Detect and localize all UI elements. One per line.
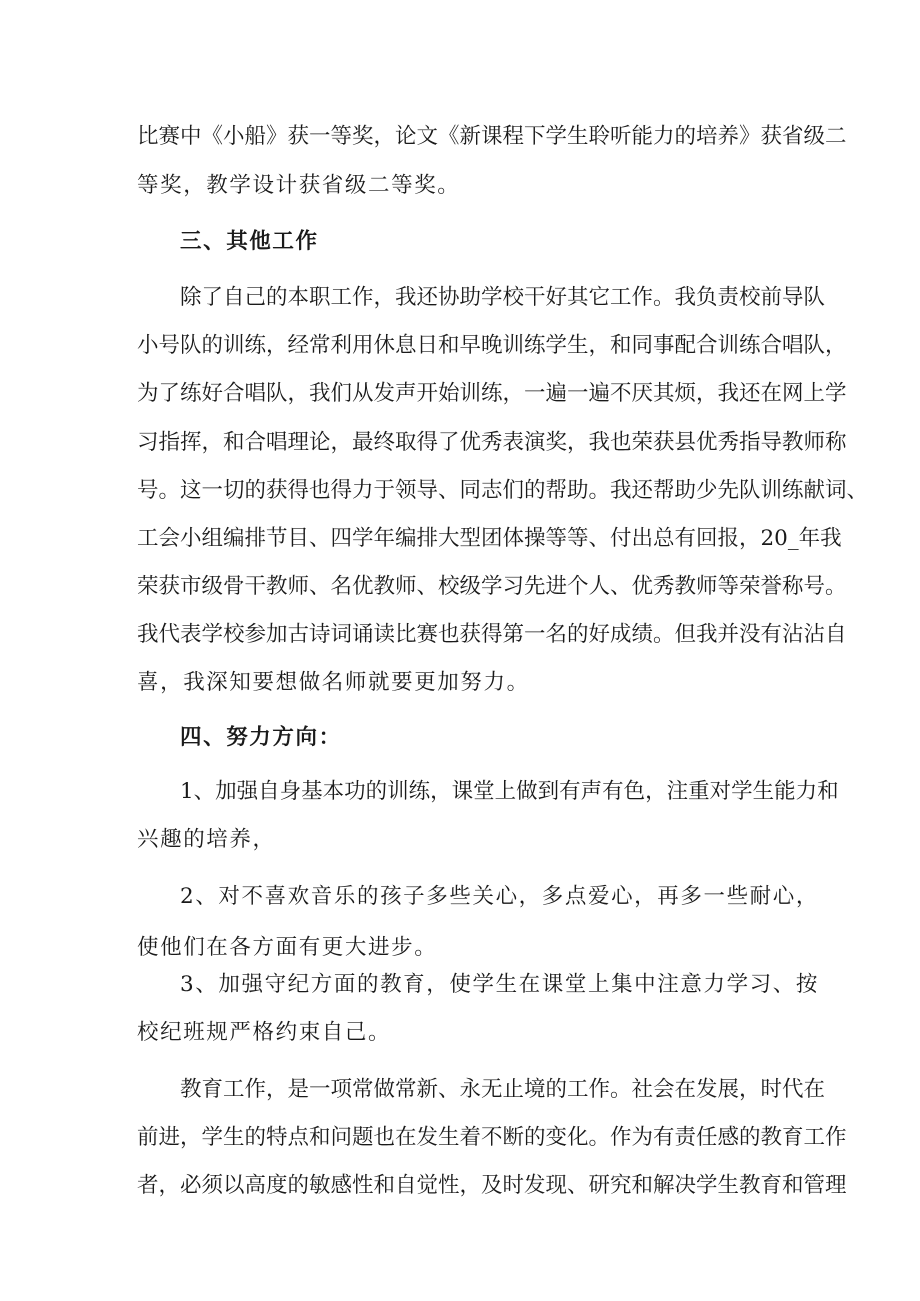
list-item-line: 校纪班规严格约束自己。 — [137, 1020, 392, 1045]
paragraph-line: 者，必须以高度的敏感性和自觉性，及时发现、研究和解决学生教育和管理 — [137, 1173, 847, 1198]
paragraph-line: 喜，我深知要想做名师就要更加努力。 — [137, 670, 530, 695]
section-heading-directions: 四、努力方向： — [180, 725, 342, 750]
paragraph-line: 教育工作，是一项常做常新、永无止境的工作。社会在发展，时代在 — [180, 1077, 826, 1102]
paragraph-line: 小号队的训练，经常利用休息日和早晚训练学生，和同事配合训练合唱队， — [137, 333, 847, 358]
paragraph-line: 等奖，教学设计获省级二等奖。 — [137, 173, 461, 198]
list-item-line: 1、加强自身基本功的训练，课堂上做到有声有色，注重对学生能力和 — [180, 779, 839, 804]
list-item-line: 2、对不喜欢音乐的孩子多些关心，多点爱心，再多一些耐心， — [180, 884, 819, 909]
paragraph-line: 我代表学校参加古诗词诵读比赛也获得第一名的好成绩。但我并没有沾沾自 — [137, 622, 847, 647]
list-item-line: 使他们在各方面有更大进步。 — [137, 935, 438, 960]
list-item-line: 兴趣的培养， — [137, 827, 276, 852]
list-item-line: 3、加强守纪方面的教育，使学生在课堂上集中注意力学习、按 — [180, 972, 819, 997]
paragraph-line: 工会小组编排节目、四学年编排大型团体操等等、付出总有回报，20_年我 — [137, 526, 842, 551]
paragraph-line: 为了练好合唱队，我们从发声开始训练，一遍一遍不厌其烦，我还在网上学 — [137, 381, 847, 406]
section-heading-other-work: 三、其他工作 — [180, 229, 319, 254]
paragraph-line: 号。这一切的获得也得力于领导、同志们的帮助。我还帮助少先队训练献词、 — [137, 478, 869, 503]
paragraph-line: 除了自己的本职工作，我还协助学校干好其它工作。我负责校前导队 — [180, 285, 826, 310]
paragraph-line: 比赛中《小船》获一等奖，论文《新课程下学生聆听能力的培养》获省级二 — [137, 124, 847, 149]
paragraph-line: 荣获市级骨干教师、名优教师、校级学习先进个人、优秀教师等荣誉称号。 — [137, 574, 847, 599]
paragraph-line: 前进，学生的特点和问题也在发生着不断的变化。作为有责任感的教育工作 — [137, 1125, 847, 1150]
paragraph-line: 习指挥，和合唱理论，最终取得了优秀表演奖，我也荣获县优秀指导教师称 — [137, 430, 847, 455]
